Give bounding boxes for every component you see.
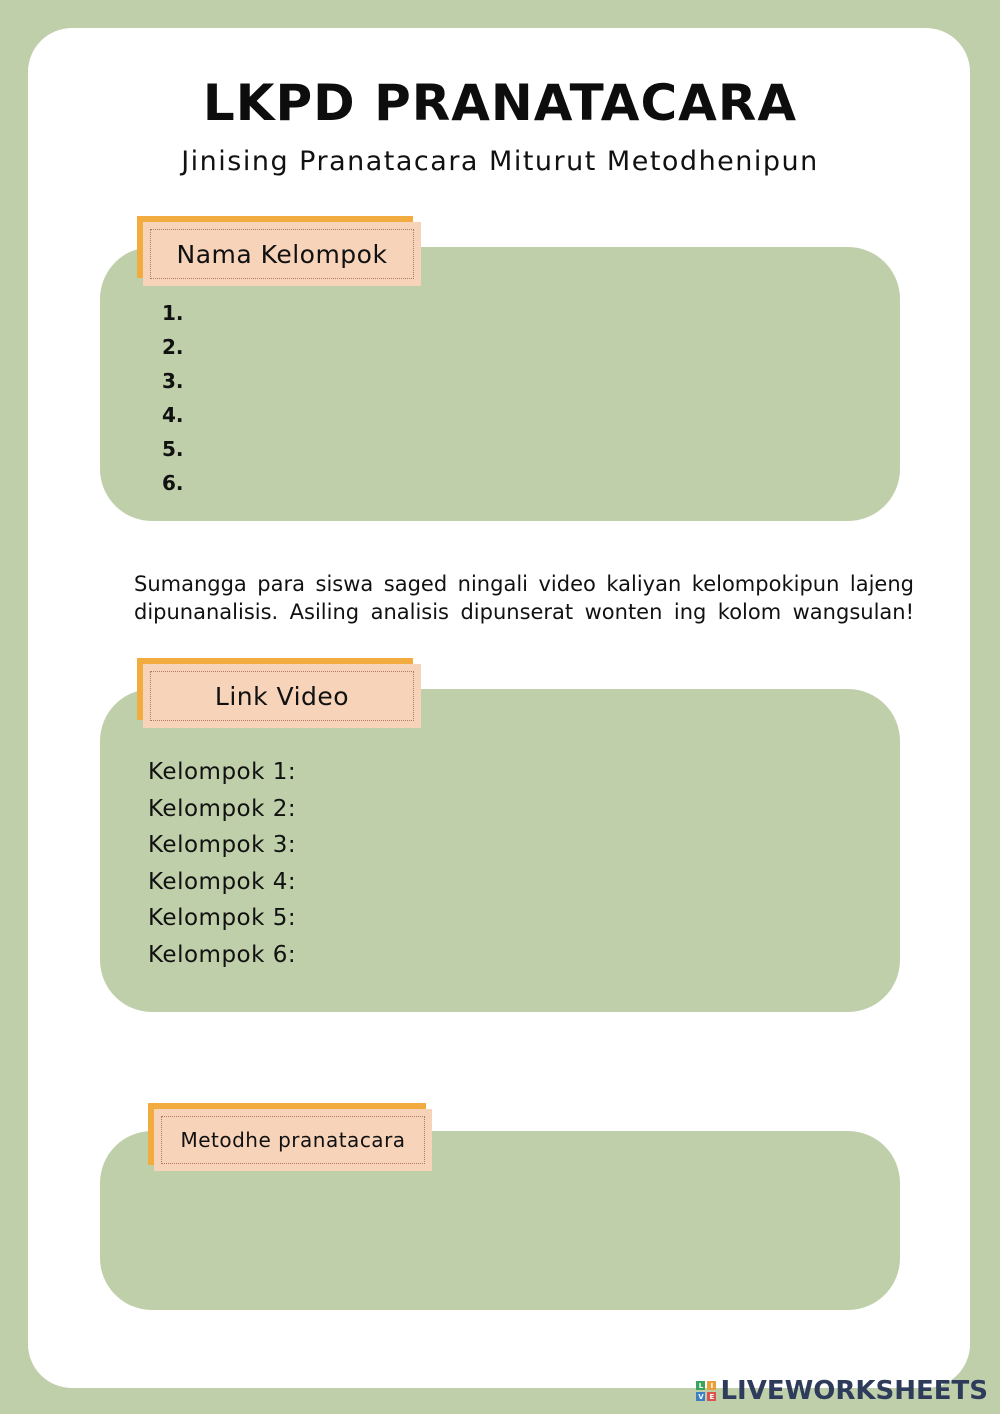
list-item: Kelompok 2: (148, 795, 297, 822)
list-item: 4. (162, 403, 184, 427)
video-links-tag (137, 658, 421, 728)
list-item: Kelompok 5: (148, 905, 297, 931)
group-names-label: Nama Kelompok (150, 229, 414, 279)
liveworksheets-icon: L I V E (696, 1381, 716, 1401)
list-item: 2. (162, 335, 184, 359)
list-item: Kelompok 1: (148, 759, 297, 785)
instruction-line-2: dipunanalisis. Asiling analisis dipunserat wonten ing kolom wangsulan! (134, 600, 914, 624)
instruction-text (134, 570, 914, 626)
liveworksheets-logo (696, 1376, 988, 1406)
video-group-list (148, 754, 296, 973)
list-item: Kelompok 4: (148, 868, 297, 895)
page-subtitle: Jinising Pranatacara Miturut Metodhenipun (181, 146, 819, 177)
list-item: Kelompok 6: (148, 941, 297, 968)
list-item: 1. (162, 301, 184, 325)
group-names-tag (137, 216, 421, 286)
instruction-line-1: Sumangga para siswa saged ningali video kaliyan kelompokipun lajeng (134, 572, 914, 596)
list-item: 3. (162, 369, 184, 393)
method-label: Metodhe pranatacara (161, 1116, 425, 1164)
list-item: 6. (162, 471, 184, 495)
liveworksheets-brand: LIVEWORKSHEETS (720, 1376, 988, 1406)
video-links-label: Link Video (150, 671, 414, 721)
method-tag (148, 1103, 432, 1171)
page-title: LKPD PRANATACARA (202, 74, 798, 132)
list-item: Kelompok 3: (148, 832, 297, 858)
group-names-panel[interactable] (100, 247, 900, 521)
group-member-list (162, 296, 184, 500)
list-item: 5. (162, 437, 184, 461)
